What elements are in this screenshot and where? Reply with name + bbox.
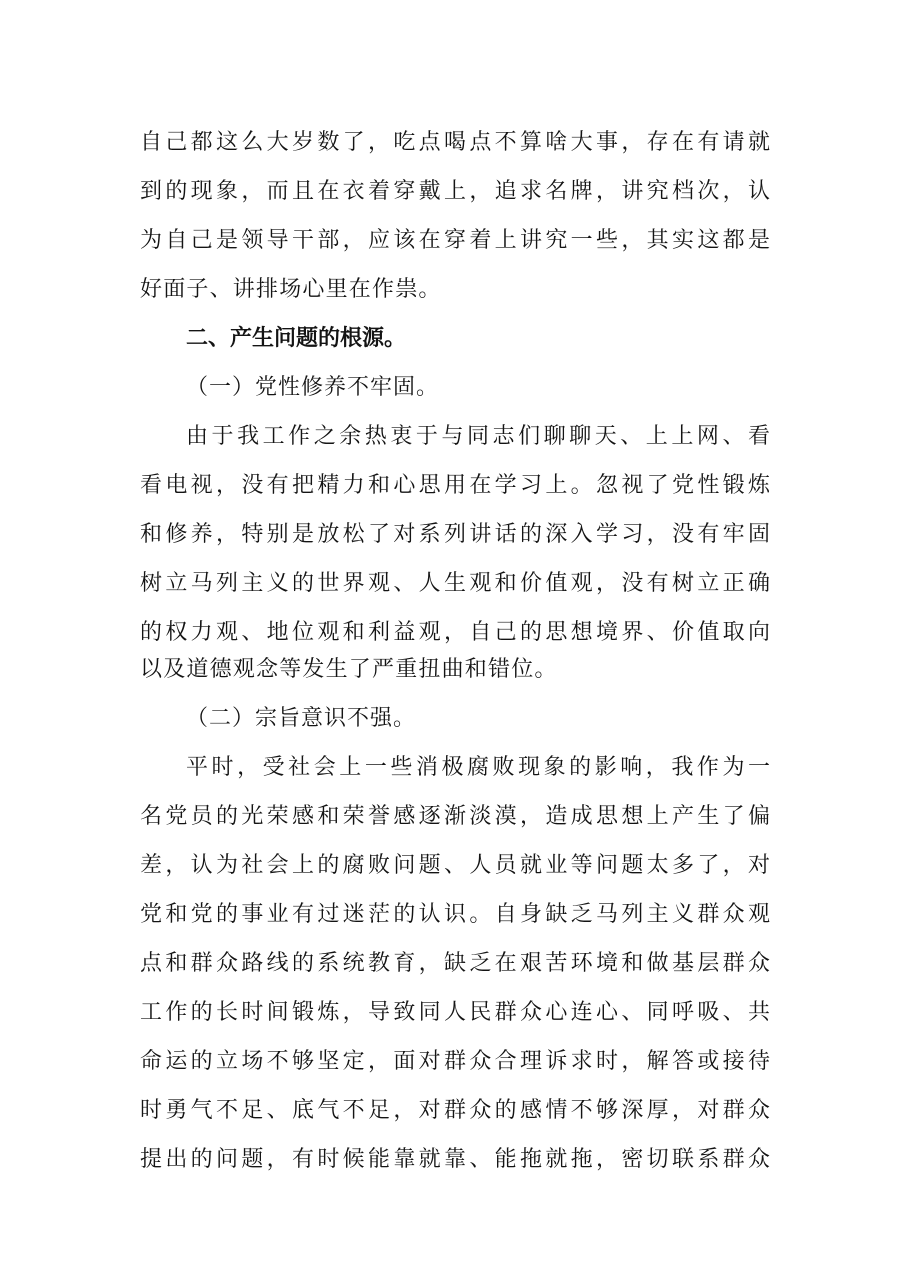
paragraph-line: 时勇气不足、底气不足，对群众的感情不够深厚，对群众 <box>140 1098 770 1123</box>
paragraph-line: 的权力观、地位观和利益观，自己的思想境界、价值取向 <box>140 620 770 645</box>
paragraph-line: 以及道德观念等发生了严重扭曲和错位。 <box>140 657 558 682</box>
paragraph-line: 提出的问题，有时候能靠就靠、能拖就拖，密切联系群众 <box>140 1147 770 1172</box>
paragraph-line: 党和党的事业有过迷茫的认识。自身缺乏马列主义群众观 <box>140 902 770 927</box>
paragraph-line: 看电视，没有把精力和心思用在学习上。忽视了党性锻炼 <box>140 473 770 498</box>
paragraph-line: 为自己是领导干部，应该在穿着上讲究一些，其实这都是 <box>140 228 770 253</box>
paragraph-line: 树立马列主义的世界观、人生观和价值观，没有树立正确 <box>140 571 770 596</box>
paragraph-line: 和修养，特别是放松了对系列讲话的深入学习，没有牢固 <box>140 522 770 547</box>
subheading: （二）宗旨意识不强。 <box>186 706 417 731</box>
paragraph-line: 命运的立场不够坚定，面对群众合理诉求时，解答或接待 <box>140 1049 770 1074</box>
paragraph-line: 好面子、讲排场心里在作祟。 <box>140 277 442 302</box>
paragraph-line: 到的现象，而且在衣着穿戴上，追求名牌，讲究档次，认 <box>140 179 770 204</box>
paragraph-line: 平时，受社会上一些消极腐败现象的影响，我作为一 <box>186 755 770 780</box>
paragraph-line: 由于我工作之余热衷于与同志们聊聊天、上上网、看 <box>186 424 770 449</box>
section-heading: 二、产生问题的根源。 <box>186 326 407 351</box>
paragraph-line: 点和群众路线的系统教育，缺乏在艰苦环境和做基层群众 <box>140 951 770 976</box>
paragraph-line: 自己都这么大岁数了，吃点喝点不算啥大事，存在有请就 <box>140 130 770 155</box>
paragraph-line: 名党员的光荣感和荣誉感逐渐淡漠，造成思想上产生了偏 <box>140 804 770 829</box>
paragraph-line: 工作的长时间锻炼，导致同人民群众心连心、同呼吸、共 <box>140 1000 770 1025</box>
subheading: （一）党性修养不牢固。 <box>186 375 440 400</box>
paragraph-line: 差，认为社会上的腐败问题、人员就业等问题太多了，对 <box>140 853 770 878</box>
